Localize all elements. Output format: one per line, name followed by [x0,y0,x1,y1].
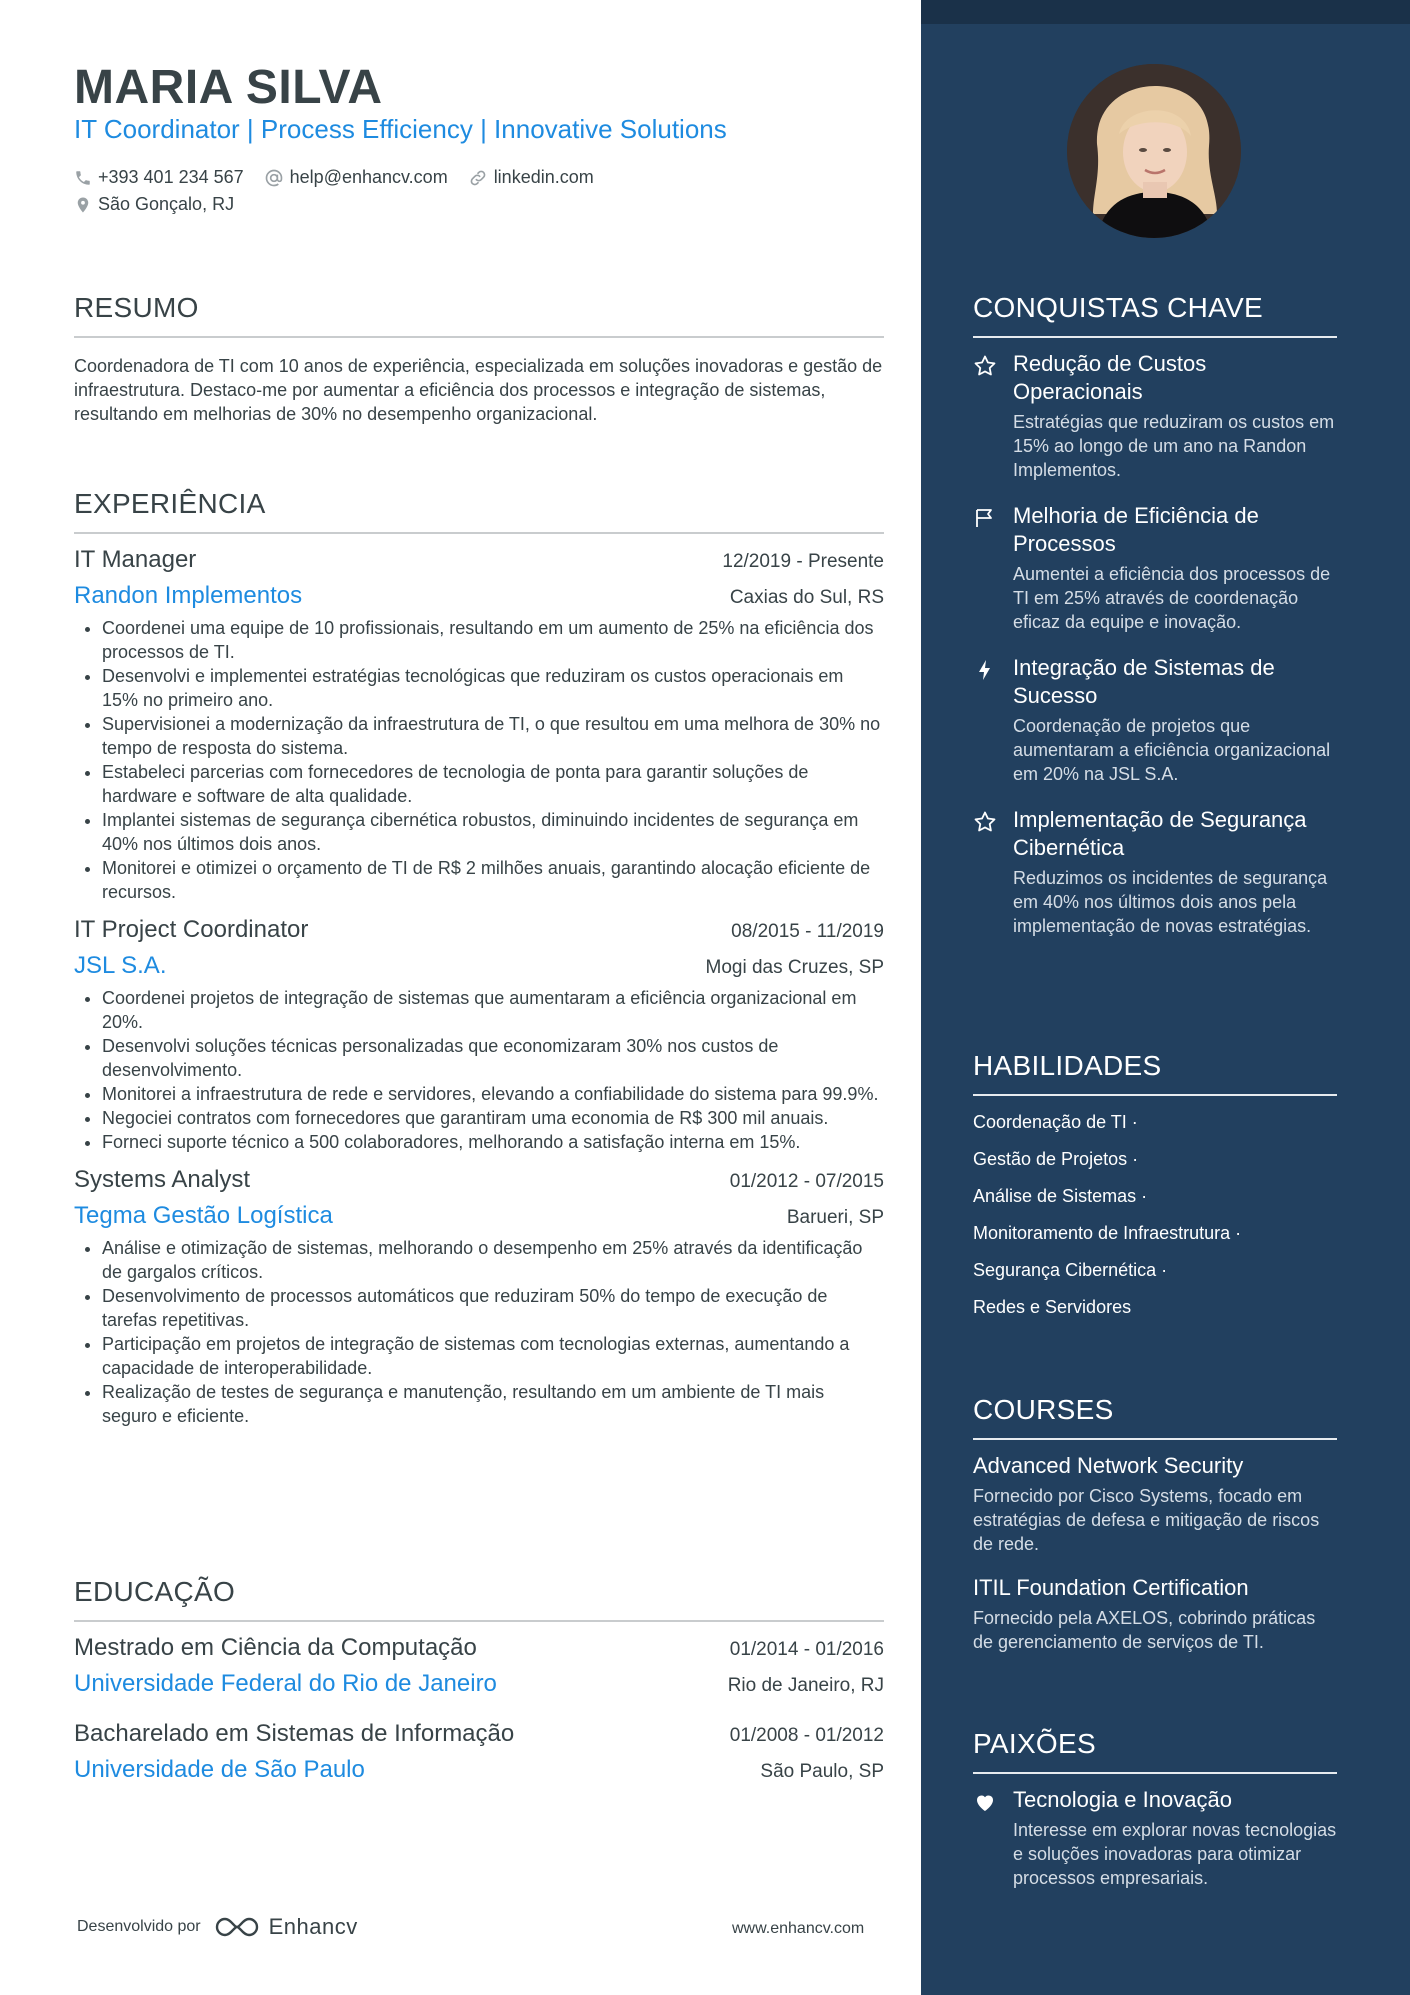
course-desc: Fornecido por Cisco Systems, focado em estratégias de defesa e mitigação de riscos de rede. [973,1486,1320,1554]
job-bullets [74,1236,884,1428]
email-text: help@enhancv.com [289,167,448,187]
job-bullet: • Supervisionei a modernização da infraestrutura de TI, o que resultou em uma melhora de 30% no tempo de resposta do sistema. [102,712,884,760]
achievement-desc: Reduzimos os incidentes de segurança em 40% nos últimos dois anos pela implementação de novas estratégias. [1013,868,1328,936]
degree-title: Bacharelado em Sistemas de Informação [74,1720,515,1747]
enhancv-logo-icon [213,1914,261,1940]
job-bullet: • Monitorei e otimizei o orçamento de TI de R$ 2 milhões anuais, garantindo alocação eficiente de recursos. [102,856,884,904]
phone-text: +393 401 234 567 [98,167,244,187]
job-date: 08/2015 - 11/2019 [731,921,884,942]
job-bullet: • Desenvolvimento de processos automáticos que reduziram 50% do tempo de execução de tarefas repetitivas. [102,1284,884,1332]
job-entry [74,916,884,1154]
job-entry [74,1166,884,1428]
education-entry [74,1720,884,1784]
location-pin-icon [74,195,92,215]
brand-name: Enhancv [268,1914,358,1939]
flag-icon [973,506,997,530]
link-icon [468,168,488,188]
skills-title: HABILIDADES [973,1050,1337,1096]
skill-item: Monitoramento de Infraestrutura · [973,1223,1242,1243]
school-name: Universidade Federal do Rio de Janeiro [74,1670,497,1697]
contact-linkedin[interactable] [468,164,594,191]
contact-email[interactable] [264,164,448,191]
skill-item: Coordenação de TI · [973,1112,1138,1132]
passion-item [973,1786,1337,1890]
job-title: IT Project Coordinator [74,916,309,943]
passion-title: Tecnologia e Inovação [1013,1787,1232,1812]
candidate-name: MARIA SILVA [74,61,383,114]
profile-photo-illustration [1067,64,1241,238]
course-desc: Fornecido pela AXELOS, cobrindo práticas de gerenciamento de serviços de TI. [973,1608,1316,1652]
degree-title: Mestrado em Ciência da Computação [74,1634,477,1661]
bolt-icon [973,658,997,682]
job-bullet: • Realização de testes de segurança e manutenção, resultando em um ambiente de TI mais seguro e eficiente. [102,1380,884,1428]
job-bullet: • Forneci suporte técnico a 500 colaboradores, melhorando a satisfação interna em 15%. [102,1130,884,1154]
achievements-section [973,292,1337,938]
experience-title: EXPERIÊNCIA [74,488,884,534]
summary-section [74,292,884,426]
sidebar-top-bar [921,0,1410,24]
degree-date: 01/2008 - 01/2012 [729,1725,884,1746]
school-name: Universidade de São Paulo [74,1756,365,1783]
job-company: Randon Implementos [74,582,303,609]
job-bullet: • Coordenei uma equipe de 10 profissionais, resultando em um aumento de 25% na eficiência dos processos de TI. [102,616,884,664]
location-text: São Gonçalo, RJ [98,194,235,214]
skill-item: Segurança Cibernética · [973,1260,1168,1280]
education-section [74,1576,884,1784]
education-entry [74,1634,884,1698]
job-location: Mogi das Cruzes, SP [705,957,884,978]
skills-section [973,1050,1337,1318]
job-title: IT Manager [74,546,197,573]
passion-desc: Interesse em explorar novas tecnologias e soluções inovadoras para otimizar processos empresariais. [1013,1820,1337,1888]
achievement-title: Redução de Custos Operacionais [1013,351,1207,404]
job-bullet: • Negociei contratos com fornecedores que garantiram uma economia de R$ 300 mil anuais. [102,1106,884,1130]
job-company: JSL S.A. [74,952,167,979]
job-bullet: • Monitorei a infraestrutura de rede e servidores, elevando a confiabilidade do sistema para 99.9%. [102,1082,884,1106]
school-location: Rio de Janeiro, RJ [727,1675,884,1696]
course-item [973,1452,1337,1556]
passions-section [973,1728,1337,1890]
phone-icon [74,169,92,187]
linkedin-text: linkedin.com [493,167,594,187]
achievement-desc: Estratégias que reduziram os custos em 15% ao longo de um ano na Randon Implementos. [1013,412,1335,480]
skill-item: Análise de Sistemas · [973,1186,1148,1206]
job-bullet: • Implantei sistemas de segurança cibernética robustos, diminuindo incidentes de segurança em 40% nos últimos dois anos. [102,808,884,856]
job-bullet: • Estabeleci parcerias com fornecedores de tecnologia de ponta para garantir soluções de hardware e software de alta qualidade. [102,760,884,808]
achievement-desc: Aumentei a eficiência dos processos de TI em 25% através de coordenação eficaz da equipe e inovação. [1013,564,1331,632]
degree-date: 01/2014 - 01/2016 [729,1639,884,1660]
star-icon [973,810,997,834]
skill-item: Redes e Servidores [973,1297,1132,1317]
contact-info [74,164,614,218]
school-location: São Paulo, SP [760,1761,884,1782]
heart-icon [973,1790,997,1814]
courses-title: COURSES [973,1394,1337,1440]
course-title: ITIL Foundation Certification [973,1575,1249,1600]
job-date: 12/2019 - Presente [722,551,884,572]
job-location: Caxias do Sul, RS [729,587,884,608]
courses-section [973,1394,1337,1654]
achievement-item [973,806,1337,938]
powered-by-text: Desenvolvido por [77,1918,201,1935]
contact-location [74,191,234,218]
candidate-tagline: IT Coordinator | Process Efficiency | Innovative Solutions [74,114,727,144]
job-bullet: • Análise e otimização de sistemas, melhorando o desempenho em 25% através da identificação de gargalos críticos. [102,1236,884,1284]
star-icon [973,354,997,378]
job-bullets [74,616,884,904]
summary-title: RESUMO [74,292,884,338]
achievement-title: Integração de Sistemas de Sucesso [1013,655,1275,708]
job-date: 01/2012 - 07/2015 [729,1171,884,1192]
footer-branding [77,1914,358,1940]
profile-photo [1067,64,1241,238]
job-bullet: • Coordenei projetos de integração de sistemas que aumentaram a eficiência organizacional em 20%. [102,986,884,1034]
passions-title: PAIXÕES [973,1728,1337,1774]
job-bullet: • Desenvolvi soluções técnicas personalizadas que economizaram 30% nos custos de desenvolvimento. [102,1034,884,1082]
job-bullet: • Desenvolvi e implementei estratégias tecnológicas que reduziram os custos operacionais em 15% no primeiro ano. [102,664,884,712]
course-title: Advanced Network Security [973,1453,1244,1478]
achievement-item [973,350,1337,482]
job-title: Systems Analyst [74,1166,251,1193]
at-icon [264,168,284,188]
experience-section [74,488,884,1428]
education-title: EDUCAÇÃO [74,1576,884,1622]
achievement-title: Implementação de Segurança Cibernética [1013,807,1307,860]
summary-text: Coordenadora de TI com 10 anos de experiência, especializada em soluções inovadoras e gestão de infraestrutura. Destaco-me por aumentar a eficiência dos processos e integração de sistemas, resultando em melhorias de 30% no desempenho organizacional. [74,356,883,424]
course-item [973,1574,1337,1654]
achievements-title: CONQUISTAS CHAVE [973,292,1337,338]
achievement-title: Melhoria de Eficiência de Processos [1013,503,1259,556]
skill-item: Gestão de Projetos · [973,1149,1139,1169]
job-company: Tegma Gestão Logística [74,1202,333,1229]
footer-website[interactable]: www.enhancv.com [732,1920,865,1937]
job-bullets [74,986,884,1154]
achievement-item [973,654,1337,786]
achievement-item [973,502,1337,634]
achievement-desc: Coordenação de projetos que aumentaram a eficiência organizacional em 20% na JSL S.A. [1013,716,1331,784]
contact-phone[interactable] [74,164,244,191]
job-bullet: • Participação em projetos de integração de sistemas com tecnologias externas, aumentando a capacidade de interoperabilidade. [102,1332,884,1380]
job-location: Barueri, SP [786,1207,884,1228]
sidebar [921,0,1410,1995]
job-entry [74,546,884,904]
